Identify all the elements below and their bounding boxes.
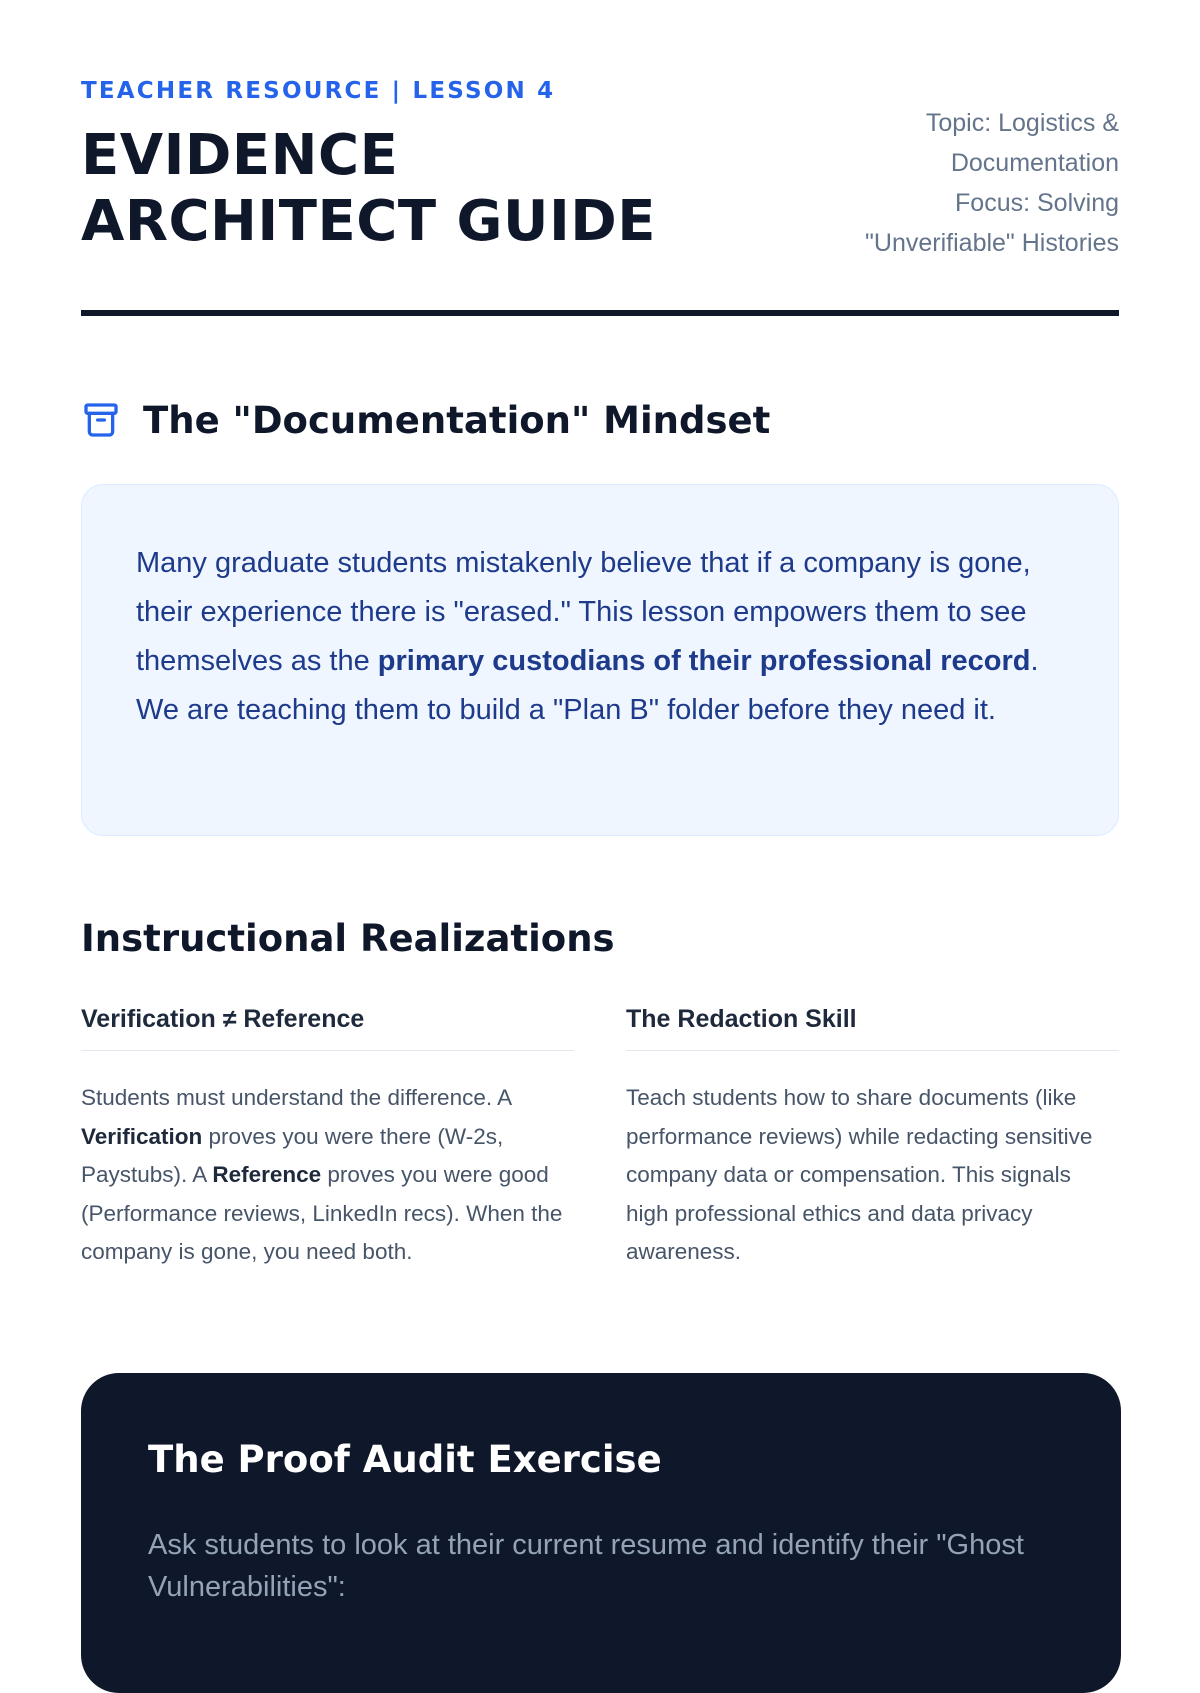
body-bold: Reference <box>212 1162 322 1187</box>
header <box>81 0 1119 316</box>
exercise-card <box>81 1373 1121 1693</box>
archive-icon <box>81 400 121 440</box>
meta-line: "Unverifiable" Histories <box>865 229 1119 257</box>
redaction-title: The Redaction Skill <box>626 1004 1119 1051</box>
header-meta <box>809 103 1119 263</box>
realizations-heading: Instructional Realizations <box>81 917 615 960</box>
exercise-heading: The Proof Audit Exercise <box>148 1438 662 1481</box>
mindset-heading: The "Documentation" Mindset <box>143 398 771 442</box>
eyebrow: TEACHER RESOURCE | LESSON 4 <box>81 78 556 104</box>
verification-body <box>81 1079 574 1272</box>
page-title <box>81 123 656 255</box>
callout-emphasis: primary custodians of their professional record <box>377 645 1031 677</box>
header-left <box>81 80 656 255</box>
redaction-column <box>626 1004 1119 1272</box>
verification-title: Verification ≠ Reference <box>81 1004 574 1051</box>
body-text: proves you were good (Performance reviews, LinkedIn recs). When the company is gone, you need both. <box>81 1162 563 1264</box>
exercise-body: Ask students to look at their current resume and identify their "Ghost Vulnerabilities": <box>148 1529 1024 1603</box>
callout-text-end: . We are teaching them to build a "Plan B" folder before they need it. <box>136 645 1039 726</box>
meta-line: Documentation <box>950 149 1119 177</box>
body-bold: Verification <box>81 1123 203 1149</box>
title-line-2: ARCHITECT GUIDE <box>81 189 657 254</box>
callout-text: Many graduate students mistakenly believe that if a company is gone, their experience there is "erased." This lesson empowers them to see themselves as the <box>136 547 1031 677</box>
mindset-callout <box>81 484 1119 836</box>
verification-column <box>81 1004 574 1272</box>
mindset-heading-row <box>81 400 1119 440</box>
title-line-1: EVIDENCE <box>81 123 399 188</box>
body-text: proves you were there (W-2s, Paystubs). A <box>81 1123 504 1187</box>
redaction-body: Teach students how to share documents (like performance reviews) while redacting sensitive company data or compensation. This signals high professional ethics and data privacy awareness. <box>626 1085 1093 1264</box>
realizations-columns <box>81 1004 1119 1272</box>
body-text: Students must understand the difference. A <box>81 1085 511 1110</box>
meta-line: Topic: Logistics & <box>925 109 1119 137</box>
meta-line: Focus: Solving <box>955 189 1119 217</box>
